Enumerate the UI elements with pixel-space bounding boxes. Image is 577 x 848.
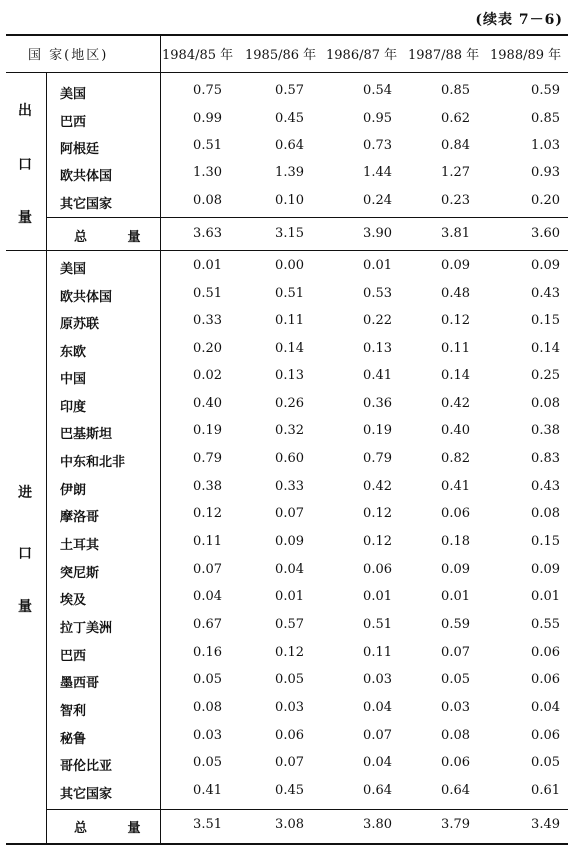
table-cell-value: 0.55 bbox=[531, 617, 560, 632]
export-total-label: 总 量 bbox=[74, 230, 159, 245]
table-cell-value: 0.83 bbox=[531, 451, 560, 466]
table-cell-value: 0.95 bbox=[363, 111, 392, 126]
country-name: 其它国家 bbox=[60, 197, 113, 212]
year-header: 1985/86 年 bbox=[245, 48, 317, 63]
country-name: 哥伦比亚 bbox=[60, 759, 113, 774]
table-cell-value: 0.14 bbox=[531, 341, 560, 356]
table-cell-value: 0.43 bbox=[531, 286, 560, 301]
total-value: 3.81 bbox=[441, 226, 470, 241]
total-value: 3.80 bbox=[363, 817, 392, 832]
table-cell-value: 0.13 bbox=[363, 341, 392, 356]
table-cell-value: 0.22 bbox=[363, 313, 392, 328]
total-value: 3.63 bbox=[193, 226, 222, 241]
total-value: 3.79 bbox=[441, 817, 470, 832]
table-cell-value: 0.20 bbox=[193, 341, 222, 356]
export-group-label-char: 量 bbox=[18, 210, 32, 226]
table-cell-value: 0.05 bbox=[441, 672, 470, 687]
table-cell-value: 0.07 bbox=[275, 755, 304, 770]
table-cell-value: 0.09 bbox=[275, 534, 304, 549]
table-cell-value: 0.06 bbox=[531, 645, 560, 660]
table-cell-value: 0.33 bbox=[193, 313, 222, 328]
total-value: 3.60 bbox=[531, 226, 560, 241]
table-cell-value: 0.19 bbox=[363, 423, 392, 438]
table-cell-value: 1.03 bbox=[531, 138, 560, 153]
total-value: 3.15 bbox=[275, 226, 304, 241]
table-cell-value: 1.30 bbox=[193, 165, 222, 180]
table-cell-value: 0.33 bbox=[275, 479, 304, 494]
table-cell-value: 0.79 bbox=[363, 451, 392, 466]
header-country: 国 家(地区) bbox=[28, 48, 109, 63]
table-cell-value: 0.18 bbox=[441, 534, 470, 549]
table-cell-value: 0.40 bbox=[193, 396, 222, 411]
table-cell-value: 0.11 bbox=[193, 534, 222, 549]
table-cell-value: 0.07 bbox=[363, 728, 392, 743]
table-cell-value: 0.67 bbox=[193, 617, 222, 632]
table-cell-value: 0.12 bbox=[441, 313, 470, 328]
table-cell-value: 0.02 bbox=[193, 368, 222, 383]
import-total-label: 总 量 bbox=[74, 821, 159, 836]
table-caption: (续表 7－6) bbox=[475, 12, 563, 28]
import-group-label-char: 进 bbox=[18, 485, 32, 501]
table-cell-value: 0.51 bbox=[193, 138, 222, 153]
total-value: 3.90 bbox=[363, 226, 392, 241]
country-name: 美国 bbox=[60, 87, 87, 102]
table-cell-value: 1.39 bbox=[275, 165, 304, 180]
year-header: 1986/87 年 bbox=[326, 48, 398, 63]
table-cell-value: 0.41 bbox=[363, 368, 392, 383]
table-cell-value: 0.03 bbox=[363, 672, 392, 687]
table-cell-value: 0.64 bbox=[275, 138, 304, 153]
table-cell-value: 0.09 bbox=[531, 258, 560, 273]
country-name: 伊朗 bbox=[60, 483, 87, 498]
table-cell-value: 1.27 bbox=[441, 165, 470, 180]
import-group-label-char: 量 bbox=[18, 599, 32, 615]
table-cell-value: 0.23 bbox=[441, 193, 470, 208]
table-cell-value: 0.32 bbox=[275, 423, 304, 438]
table-cell-value: 0.73 bbox=[363, 138, 392, 153]
table-cell-value: 0.03 bbox=[275, 700, 304, 715]
country-name: 墨西哥 bbox=[60, 676, 100, 691]
table-cell-value: 0.54 bbox=[363, 83, 392, 98]
table-cell-value: 0.06 bbox=[441, 755, 470, 770]
table-cell-value: 0.41 bbox=[441, 479, 470, 494]
table-cell-value: 0.62 bbox=[441, 111, 470, 126]
total-value: 3.49 bbox=[531, 817, 560, 832]
country-name: 美国 bbox=[60, 262, 87, 277]
country-name: 欧共体国 bbox=[60, 169, 113, 184]
table-cell-value: 0.24 bbox=[363, 193, 392, 208]
table-cell-value: 0.00 bbox=[275, 258, 304, 273]
country-name: 土耳其 bbox=[60, 538, 100, 553]
table-cell-value: 0.01 bbox=[531, 589, 560, 604]
table-cell-value: 0.12 bbox=[363, 506, 392, 521]
table-cell-value: 0.09 bbox=[441, 562, 470, 577]
table-cell-value: 0.08 bbox=[441, 728, 470, 743]
table-cell-value: 0.14 bbox=[275, 341, 304, 356]
table-cell-value: 0.06 bbox=[363, 562, 392, 577]
table-cell-value: 0.36 bbox=[363, 396, 392, 411]
table-cell-value: 0.01 bbox=[441, 589, 470, 604]
table-cell-value: 0.05 bbox=[531, 755, 560, 770]
table-cell-value: 0.06 bbox=[441, 506, 470, 521]
table-cell-value: 0.04 bbox=[531, 700, 560, 715]
year-header: 1988/89 年 bbox=[490, 48, 562, 63]
table-cell-value: 0.51 bbox=[275, 286, 304, 301]
import-group-label-char: 口 bbox=[18, 546, 32, 562]
table-cell-value: 0.05 bbox=[193, 755, 222, 770]
top-rule bbox=[6, 34, 568, 36]
table-cell-value: 0.38 bbox=[193, 479, 222, 494]
table-cell-value: 0.11 bbox=[275, 313, 304, 328]
country-name: 欧共体国 bbox=[60, 290, 113, 305]
year-header: 1984/85 年 bbox=[162, 48, 234, 63]
total-value: 3.08 bbox=[275, 817, 304, 832]
table-cell-value: 0.38 bbox=[531, 423, 560, 438]
country-name: 其它国家 bbox=[60, 787, 113, 802]
table-cell-value: 0.19 bbox=[193, 423, 222, 438]
table-cell-value: 0.51 bbox=[363, 617, 392, 632]
table-cell-value: 0.13 bbox=[275, 368, 304, 383]
table-cell-value: 0.12 bbox=[275, 645, 304, 660]
country-name: 秘鲁 bbox=[60, 732, 87, 747]
country-name: 阿根廷 bbox=[60, 142, 100, 157]
table-cell-value: 0.59 bbox=[441, 617, 470, 632]
table-cell-value: 0.04 bbox=[363, 700, 392, 715]
table-cell-value: 0.99 bbox=[193, 111, 222, 126]
table-cell-value: 0.16 bbox=[193, 645, 222, 660]
table-cell-value: 0.05 bbox=[275, 672, 304, 687]
table-cell-value: 0.64 bbox=[363, 783, 392, 798]
country-name: 中东和北非 bbox=[60, 455, 126, 470]
table-cell-value: 0.84 bbox=[441, 138, 470, 153]
table-cell-value: 0.61 bbox=[531, 783, 560, 798]
table-cell-value: 0.08 bbox=[531, 396, 560, 411]
table-cell-value: 0.04 bbox=[363, 755, 392, 770]
table-cell-value: 0.07 bbox=[275, 506, 304, 521]
table-cell-value: 0.01 bbox=[363, 258, 392, 273]
table-cell-value: 0.09 bbox=[531, 562, 560, 577]
table-cell-value: 0.03 bbox=[441, 700, 470, 715]
country-name: 埃及 bbox=[60, 593, 87, 608]
country-name: 智利 bbox=[60, 704, 87, 719]
table-cell-value: 0.08 bbox=[193, 700, 222, 715]
country-name: 中国 bbox=[60, 372, 87, 387]
table-cell-value: 0.07 bbox=[193, 562, 222, 577]
table-cell-value: 0.51 bbox=[193, 286, 222, 301]
table-cell-value: 0.82 bbox=[441, 451, 470, 466]
table-cell-value: 0.93 bbox=[531, 165, 560, 180]
table-cell-value: 0.85 bbox=[441, 83, 470, 98]
header-rule bbox=[6, 72, 568, 73]
group-divider bbox=[46, 72, 47, 844]
table-cell-value: 0.14 bbox=[441, 368, 470, 383]
table-cell-value: 0.01 bbox=[275, 589, 304, 604]
country-name: 原苏联 bbox=[60, 317, 100, 332]
table-cell-value: 0.57 bbox=[275, 83, 304, 98]
table-cell-value: 0.75 bbox=[193, 83, 222, 98]
table-cell-value: 0.11 bbox=[441, 341, 470, 356]
table-cell-value: 0.40 bbox=[441, 423, 470, 438]
table-cell-value: 0.41 bbox=[193, 783, 222, 798]
table-cell-value: 0.08 bbox=[193, 193, 222, 208]
table-cell-value: 0.26 bbox=[275, 396, 304, 411]
bottom-rule bbox=[6, 843, 568, 845]
total-value: 3.51 bbox=[193, 817, 222, 832]
table-cell-value: 0.42 bbox=[441, 396, 470, 411]
table-cell-value: 0.04 bbox=[275, 562, 304, 577]
table-cell-value: 0.01 bbox=[363, 589, 392, 604]
country-name: 印度 bbox=[60, 400, 87, 415]
table-cell-value: 0.15 bbox=[531, 313, 560, 328]
export-group-label-char: 出 bbox=[18, 103, 32, 119]
table-cell-value: 0.42 bbox=[363, 479, 392, 494]
table-cell-value: 0.08 bbox=[531, 506, 560, 521]
table-cell-value: 0.45 bbox=[275, 111, 304, 126]
country-name: 巴西 bbox=[60, 115, 87, 130]
country-name: 突尼斯 bbox=[60, 566, 100, 581]
table-cell-value: 1.44 bbox=[363, 165, 392, 180]
table-cell-value: 0.79 bbox=[193, 451, 222, 466]
table-cell-value: 0.06 bbox=[531, 728, 560, 743]
country-name: 摩洛哥 bbox=[60, 510, 100, 525]
table-cell-value: 0.59 bbox=[531, 83, 560, 98]
export-import-rule bbox=[6, 250, 568, 251]
table-cell-value: 0.03 bbox=[193, 728, 222, 743]
table-cell-value: 0.53 bbox=[363, 286, 392, 301]
export-total-rule bbox=[46, 217, 568, 218]
table-cell-value: 0.09 bbox=[441, 258, 470, 273]
table-cell-value: 0.45 bbox=[275, 783, 304, 798]
table-cell-value: 0.06 bbox=[531, 672, 560, 687]
country-name: 巴基斯坦 bbox=[60, 427, 113, 442]
table-cell-value: 0.12 bbox=[363, 534, 392, 549]
table-cell-value: 0.11 bbox=[363, 645, 392, 660]
table-cell-value: 0.43 bbox=[531, 479, 560, 494]
table-cell-value: 0.20 bbox=[531, 193, 560, 208]
table-cell-value: 0.06 bbox=[275, 728, 304, 743]
table-cell-value: 0.64 bbox=[441, 783, 470, 798]
year-header: 1987/88 年 bbox=[408, 48, 480, 63]
table-cell-value: 0.01 bbox=[193, 258, 222, 273]
country-name: 东欧 bbox=[60, 345, 87, 360]
country-name: 巴西 bbox=[60, 649, 87, 664]
table-cell-value: 0.10 bbox=[275, 193, 304, 208]
table-cell-value: 0.04 bbox=[193, 589, 222, 604]
table-cell-value: 0.85 bbox=[531, 111, 560, 126]
table-cell-value: 0.05 bbox=[193, 672, 222, 687]
table-cell-value: 0.07 bbox=[441, 645, 470, 660]
country-divider bbox=[160, 35, 161, 844]
table-cell-value: 0.60 bbox=[275, 451, 304, 466]
table-cell-value: 0.25 bbox=[531, 368, 560, 383]
table-cell-value: 0.12 bbox=[193, 506, 222, 521]
export-group-label-char: 口 bbox=[18, 157, 32, 173]
table-cell-value: 0.57 bbox=[275, 617, 304, 632]
import-total-rule bbox=[46, 809, 568, 810]
country-name: 拉丁美洲 bbox=[60, 621, 113, 636]
table-cell-value: 0.48 bbox=[441, 286, 470, 301]
table-cell-value: 0.15 bbox=[531, 534, 560, 549]
